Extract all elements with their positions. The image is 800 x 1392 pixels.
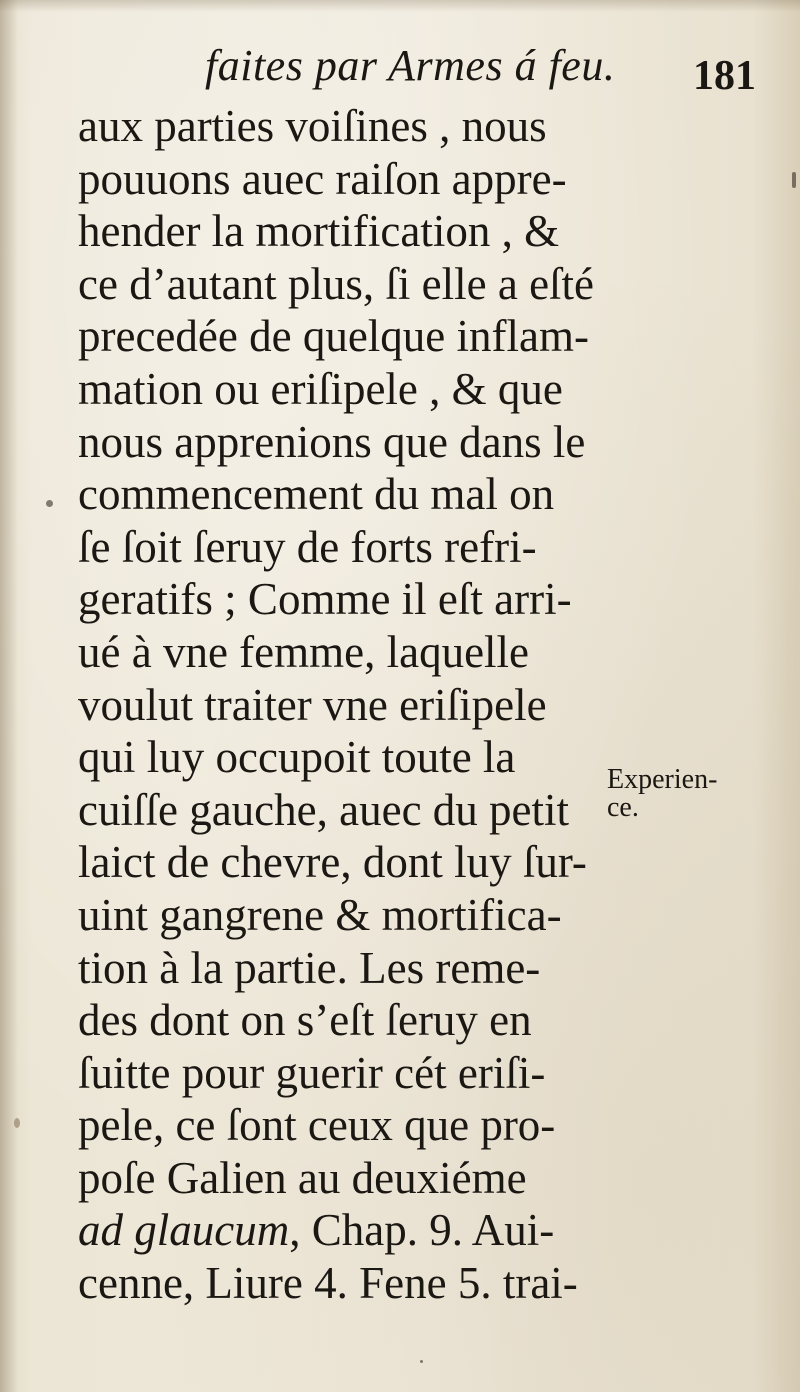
text-line-20: pele, ce ſont ceux que pro- [78, 1100, 556, 1151]
text-line-6: mation ou eriſipele , & que [78, 363, 563, 414]
paper-speck [792, 172, 796, 188]
text-line-13: qui luy occupoit toute la [78, 732, 516, 783]
text-line-18: des dont on s’eſt ſeruy en [78, 995, 532, 1046]
text-line-4: ce d’autant plus, ſi elle a eſté [78, 258, 595, 309]
text-line-10: geratifs ; Comme il eſt arri- [78, 574, 572, 625]
text-line-3: hender la mortification , & [78, 206, 560, 257]
text-line-11: ué à vne femme, laquelle [78, 626, 530, 677]
text-line-21: poſe Galien au deuxiéme [78, 1152, 527, 1203]
text-line-7: nous apprenions que dans le [78, 416, 586, 467]
text-line-19: ſuitte pour guerir cét eriſi- [78, 1047, 546, 1098]
text-line-1: aux parties voiſines , nous [78, 101, 547, 151]
text-line-16: uint gangrene & mortifica- [78, 889, 562, 940]
margin-note-line-1: Experien- [607, 764, 718, 795]
paper-speck [46, 500, 53, 507]
text-line-23: cenne, Liure 4. Fene 5. trai- [78, 1258, 578, 1309]
text-line-12: voulut traiter vne eriſipele [78, 679, 547, 730]
text-line-5: precedée de quelque inflam- [78, 311, 589, 362]
text-line-22 [78, 1204, 608, 1257]
text-line-15: laict de chevre, dont luy ſur- [78, 837, 587, 888]
running-head: faites par Armes á feu. [205, 41, 616, 90]
text-line-2: pouuons auec raiſon appre- [78, 153, 567, 204]
text-line-9: ſe ſoit ſeruy de forts refri- [78, 521, 537, 572]
body-text [78, 100, 608, 1310]
text-line-8: commencement du mal on [78, 469, 555, 520]
margin-note-line-2: ce. [607, 792, 639, 823]
paper-speck [14, 1118, 20, 1128]
page-number: 181 [693, 53, 756, 99]
paper-speck [420, 1360, 423, 1363]
text-line-17: tion à la partie. Les reme- [78, 942, 541, 993]
text-line-22-rest: , Chap. 9. Aui- [289, 1205, 555, 1256]
margin-note [607, 766, 717, 822]
text-line-14: cuiſſe gauche, auec du petit [78, 784, 570, 835]
italic-citation: ad glaucum [78, 1205, 290, 1256]
